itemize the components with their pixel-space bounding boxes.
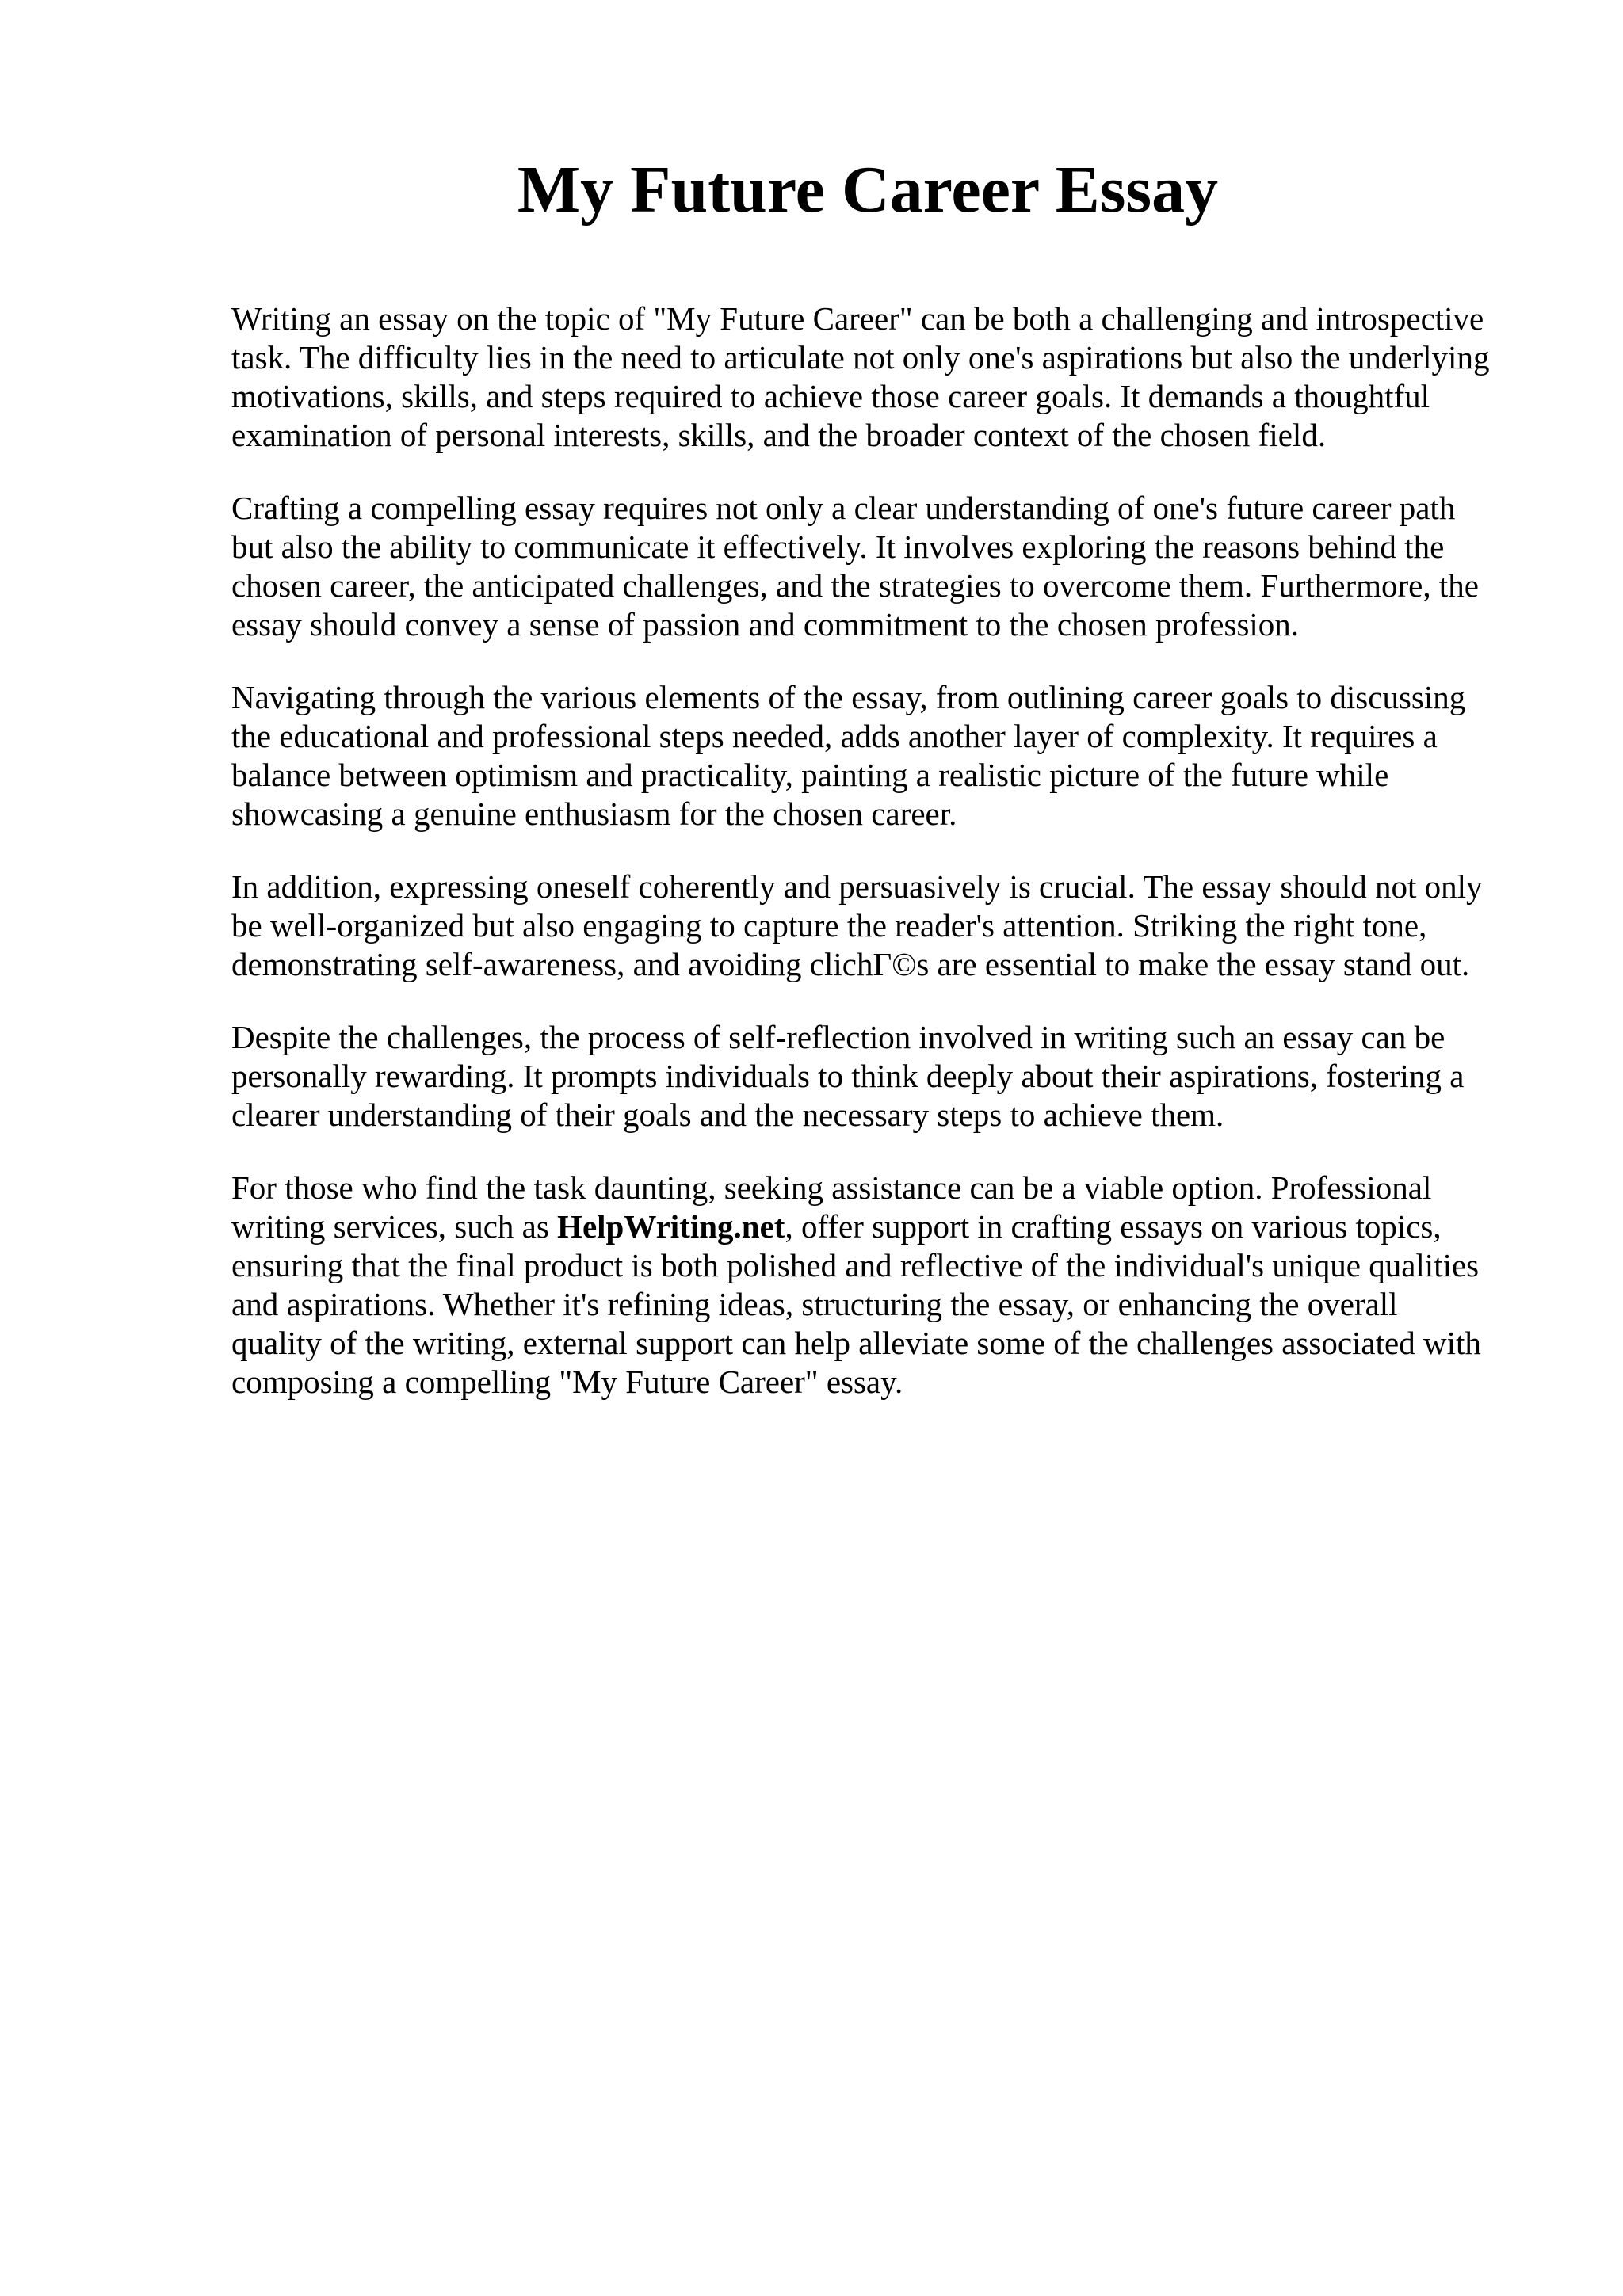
paragraph-line-with-link <box>231 1207 1515 1246</box>
paragraph-line: Writing an essay on the topic of "My Future Career" can be both a challenging and introspective <box>231 300 1484 337</box>
paragraph-line: For those who find the task daunting, seeking assistance can be a viable option. Professional <box>231 1169 1432 1206</box>
paragraph-line: the educational and professional steps needed, adds another layer of complexity. It requires a <box>231 718 1438 754</box>
paragraph-line: motivations, skills, and steps required to achieve those career goals. It demands a thoughtful <box>231 378 1430 414</box>
paragraph-line: examination of personal interests, skills, and the broader context of the chosen field. <box>231 417 1327 453</box>
paragraph-line: and aspirations. Whether it's refining ideas, structuring the essay, or enhancing the overall <box>231 1286 1398 1322</box>
paragraph-line: Despite the challenges, the process of self-reflection involved in writing such an essay can be <box>231 1019 1445 1055</box>
paragraph-5 <box>231 1018 1515 1135</box>
paragraph-line: ensuring that the final product is both polished and reflective of the individual's unique qualities <box>231 1247 1480 1283</box>
paragraph-3 <box>231 678 1515 833</box>
paragraph-line: but also the ability to communicate it effectively. It involves exploring the reasons behind the <box>231 528 1445 565</box>
paragraph-4 <box>231 868 1515 984</box>
paragraph-line: quality of the writing, external support can help alleviate some of the challenges associated with <box>231 1325 1481 1361</box>
paragraph-line: composing a compelling "My Future Career" essay. <box>231 1363 903 1400</box>
helpwriting-brand-text: HelpWriting.net <box>557 1208 785 1245</box>
paragraph-2 <box>231 489 1515 644</box>
line-text-after-link: , offer support in crafting essays on various topics, <box>785 1208 1442 1245</box>
paragraph-line: task. The difficulty lies in the need to articulate not only one's aspirations but also the underlying <box>231 339 1490 376</box>
essay-body <box>231 299 1515 1436</box>
paragraph-line: clearer understanding of their goals and the necessary steps to achieve them. <box>231 1097 1224 1133</box>
paragraph-line: balance between optimism and practicality, painting a realistic picture of the future while <box>231 757 1389 793</box>
paragraph-line: In addition, expressing oneself coherently and persuasively is crucial. The essay should not only <box>231 868 1483 905</box>
paragraph-line: Crafting a compelling essay requires not only a clear understanding of one's future career path <box>231 490 1456 526</box>
paragraph-line: demonstrating self-awareness, and avoiding clichГ©s are essential to make the essay stand out. <box>231 946 1470 982</box>
paragraph-1 <box>231 299 1515 455</box>
paragraph-6 <box>231 1169 1515 1402</box>
paragraph-line: be well-organized but also engaging to capture the reader's attention. Striking the right tone, <box>231 907 1427 944</box>
paragraph-line: chosen career, the anticipated challenges, and the strategies to overcome them. Furthermore, the <box>231 567 1479 604</box>
paragraph-line: Navigating through the various elements of the essay, from outlining career goals to discussing <box>231 679 1466 715</box>
essay-title: My Future Career Essay <box>517 153 1219 227</box>
paragraph-line: showcasing a genuine enthusiasm for the chosen career. <box>231 795 957 832</box>
paragraph-line: personally rewarding. It prompts individuals to think deeply about their aspirations, fostering a <box>231 1058 1465 1094</box>
paragraph-line: essay should convey a sense of passion and commitment to the chosen profession. <box>231 606 1300 643</box>
line-text-before-link: writing services, such as <box>231 1208 558 1245</box>
